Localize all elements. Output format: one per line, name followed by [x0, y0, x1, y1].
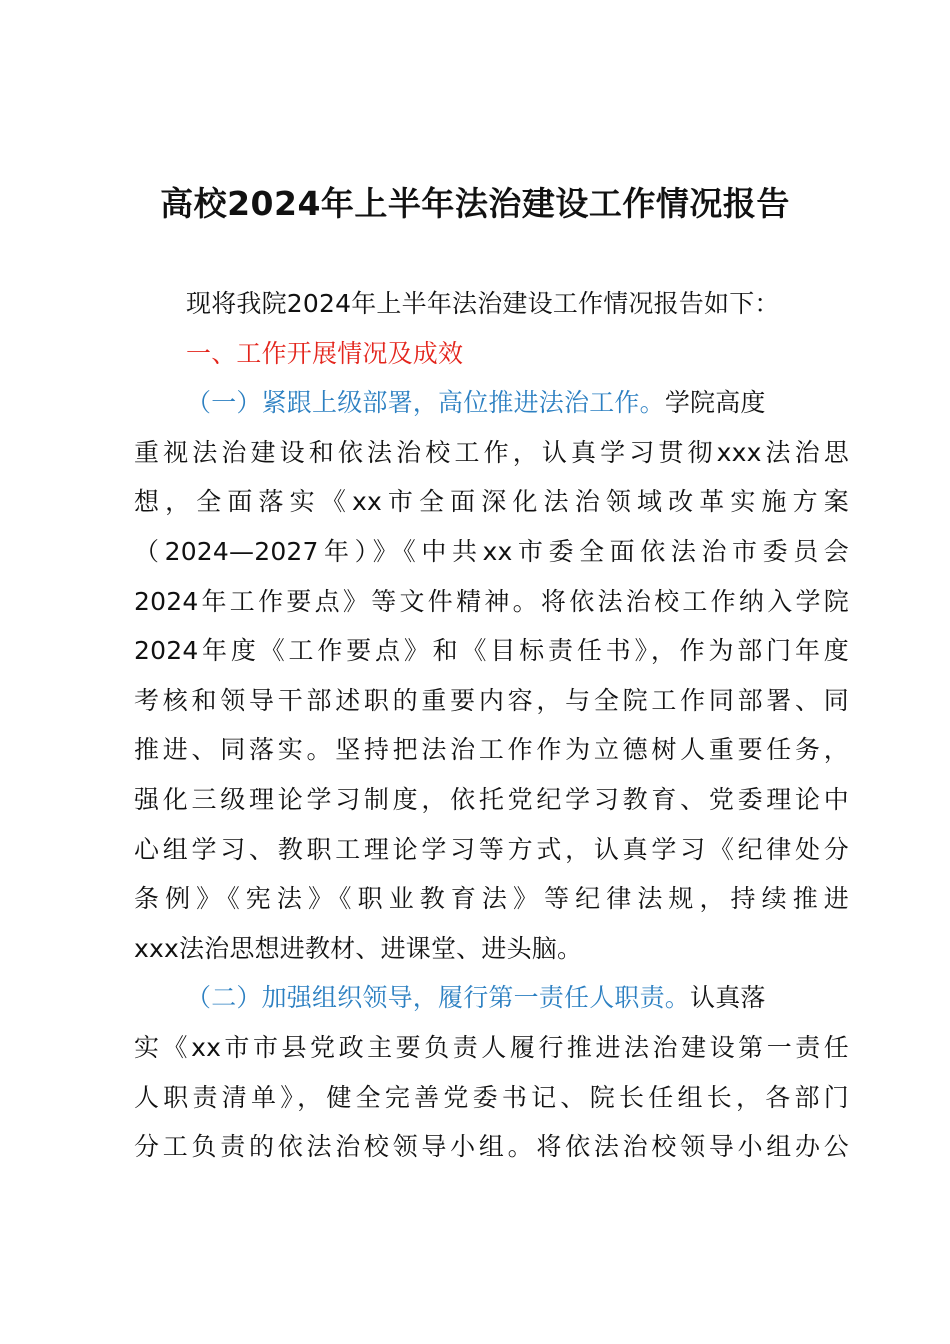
paragraph-line: 实《xx市市县党政主要负责人履行推进法治建设第一责任	[134, 1032, 849, 1062]
subheading-2: （二）加强组织领导，履行第一责任人职责。	[186, 983, 691, 1013]
paragraph-line: 重视法治建设和依法治校工作，认真学习贯彻xxx法治思	[134, 437, 849, 467]
paragraph-line: 人职责清单》，健全完善党委书记、院长任组长，各部门	[134, 1082, 849, 1112]
paragraph-line: 考核和领导干部述职的重要内容，与全院工作同部署、同	[134, 685, 849, 715]
paragraph-line: 2024年工作要点》等文件精神。将依法治校工作纳入学院	[134, 586, 849, 616]
paragraph-line: 分工负责的依法治校领导小组。将依法治校领导小组办公	[134, 1132, 849, 1162]
paragraph-section-1	[134, 378, 849, 973]
paragraph-line: 想，全面落实《xx市全面深化法治领域改革实施方案	[134, 487, 849, 517]
paragraph-line: 推进、同落实。坚持把法治工作作为立德树人重要任务，	[134, 735, 849, 765]
paragraph-line	[134, 378, 849, 428]
subheading-1: （一）紧跟上级部署，高位推进法治工作。	[186, 388, 665, 418]
document-body	[134, 279, 849, 1172]
intro-paragraph: 现将我院2024年上半年法治建设工作情况报告如下：	[186, 289, 780, 318]
paragraph-text: 认真落	[690, 983, 766, 1013]
paragraph-line: xxx法治思想进教材、进课堂、进头脑。	[134, 933, 583, 963]
paragraph-line: （2024—2027年）》《中共xx市委全面依法治市委员会	[134, 536, 849, 566]
paragraph-line: 条例》《宪法》《职业教育法》等纪律法规，持续推进	[134, 884, 849, 914]
paragraph-section-2	[134, 973, 849, 1171]
section-heading-1: 一、工作开展情况及成效	[186, 338, 464, 368]
document-title: 高校2024年上半年法治建设工作情况报告	[160, 184, 790, 223]
paragraph-line: 强化三级理论学习制度，依托党纪学习教育、党委理论中	[134, 784, 849, 814]
paragraph-line	[134, 973, 849, 1023]
paragraph-line: 2024年度《工作要点》和《目标责任书》，作为部门年度	[134, 636, 849, 666]
paragraph-line: 心组学习、教职工理论学习等方式，认真学习《纪律处分	[134, 834, 849, 864]
paragraph-text: 学院高度	[664, 388, 766, 418]
